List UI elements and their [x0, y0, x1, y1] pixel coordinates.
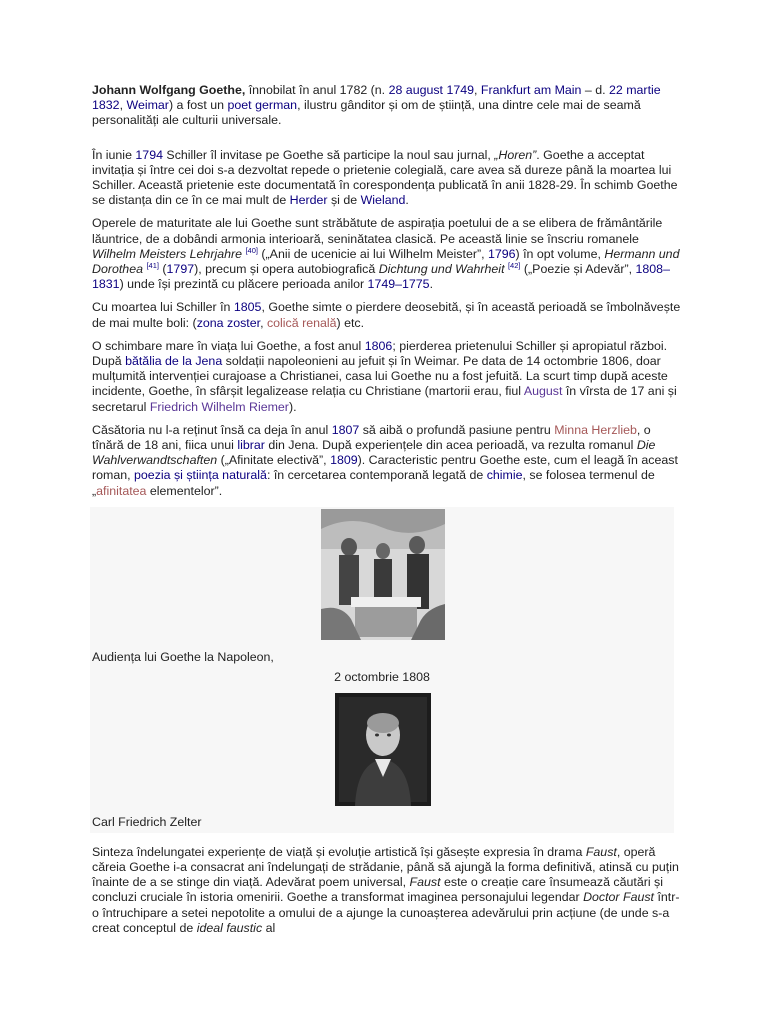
link-1797[interactable]: 1797	[166, 262, 195, 277]
text: – d.	[581, 83, 609, 97]
link-1794[interactable]: 1794	[135, 147, 163, 162]
figure-box	[90, 507, 674, 833]
paragraph-illness	[92, 300, 682, 330]
link-1808-1831[interactable]: 1808–1831	[92, 262, 670, 292]
paragraph-marriage	[92, 423, 682, 499]
work-title: Die Wahlverwandtschaften	[92, 438, 656, 468]
figure-caption-napoleon: Audiența lui Goethe la Napoleon,	[92, 649, 274, 664]
citation-42[interactable]: [42]	[507, 260, 521, 270]
text: .	[405, 193, 409, 208]
link-poet[interactable]: poet	[227, 98, 252, 113]
article-body	[92, 83, 682, 936]
link-herder[interactable]: Herder	[289, 193, 328, 208]
link-death-date[interactable]: 22 martie 1832	[92, 83, 661, 113]
text: , o tînără de 18 ani, fiica unui	[92, 422, 651, 453]
text: și de	[327, 193, 361, 208]
text: într-o întruchipare a setei nepotolite a omului de a ajunge la cunoașterea adevărului prin acțiune (de unde s-a creat conceptul de	[92, 890, 680, 935]
text: este o creație care însumează căutări și concluzi cruciale în istoria omenirii. Goethe a transformat imaginea personajului legendar	[92, 875, 663, 905]
citation-40[interactable]: [40]	[245, 245, 258, 255]
text: ).	[288, 399, 297, 414]
link-jena-battle[interactable]: bătălia de la Jena	[125, 354, 223, 369]
text: : în cercetarea contemporană legată de	[266, 468, 487, 483]
figure-caption-zelter: Carl Friedrich Zelter	[92, 814, 202, 829]
text: Cu moartea lui Schiller în	[92, 300, 234, 315]
work-title: Faust	[585, 844, 617, 859]
paragraph-intro	[92, 83, 682, 129]
work-title: Faust	[409, 875, 441, 890]
text: să aibă o profundă pasiune pentru	[359, 422, 555, 437]
link-1749-1775[interactable]: 1749–1775	[367, 277, 430, 292]
paragraph-schiller	[92, 148, 682, 209]
text: soldații napoleonieni au jefuit și în Weimar. Pe data de 14 octombrie 1806, doar mulțumită intervenției curajoase a Christianei, casa lui Goethe nu a fost jefuită. La scurt timp după aceste incidente, Goethe, în sfârșit legalizease relația cu Christiane (martorii erau, fiul	[92, 354, 668, 399]
text: Operele de maturitate ale lui Goethe sunt străbătute de aspirația poetului de a se elibera de frământările lăuntrice, de a dobândi armonia interioară, seninătatea clasică. Pe această linie se înscriu romanele	[92, 216, 663, 246]
link-wieland[interactable]: Wieland	[360, 193, 406, 208]
link-librar[interactable]: librar	[237, 438, 265, 453]
link-1809[interactable]: 1809	[330, 453, 358, 468]
text: („Poezie și Adevăr”,	[520, 262, 636, 277]
text: ; pierderea prietenului Schiller și apropiatul război. După	[92, 338, 668, 369]
link-chimie[interactable]: chimie	[486, 468, 523, 483]
text: . Goethe a acceptat invitația și între cei doi s-a dezvoltat repede o prietenie colegială, care avea să dureze până la moartea lui Schiller. Această prietenie este documentată în corespondența publicată în anii 1828-29. În schimb Goethe se distanța din ce în ce mai mult de	[92, 147, 678, 208]
text: ,	[260, 315, 267, 330]
link-1806[interactable]: 1806	[364, 338, 393, 353]
work-title: Wilhelm Meisters Lehrjahre	[92, 246, 243, 261]
text: din Jena. După experiențele din acea perioadă, va rezulta romanul	[264, 438, 637, 453]
figure-caption-date: 2 octombrie 1808	[334, 669, 430, 684]
portrait-illustration	[335, 693, 431, 806]
text: („Afinitate electivă”,	[217, 453, 331, 468]
text: ) etc.	[336, 315, 365, 330]
text: (	[158, 262, 167, 277]
text: O schimbare mare în viața lui Goethe, a fost anul	[92, 338, 365, 353]
text: ) unde își prezintă cu plăcere perioada anilor	[119, 277, 368, 292]
link-1796[interactable]: 1796	[487, 246, 516, 261]
text: ,	[119, 98, 127, 113]
journal-title: „Horen”	[494, 147, 537, 162]
napoleon-audience-image[interactable]	[321, 509, 445, 640]
character-name: Doctor Faust	[583, 890, 654, 905]
link-august[interactable]: August	[523, 384, 563, 399]
link-1805[interactable]: 1805	[233, 300, 262, 315]
text: („Anii de ucenicie ai lui Wilhelm Meister”,	[257, 246, 488, 261]
text: , Goethe simte o pierdere deosebită, și în această perioadă se îmbolnăvește de mai multe boli: (	[92, 300, 681, 330]
text: în vîrsta de 17 ani și secretarul	[92, 384, 677, 414]
paragraph-1806	[92, 339, 682, 415]
text: ,	[474, 83, 481, 97]
engraving-illustration	[321, 509, 445, 640]
text: Schiller îl invitase pe Goethe să participe la noul sau jurnal,	[162, 147, 495, 162]
paragraph-maturity	[92, 216, 682, 292]
text: Căsătoria nu l-a reținut însă ca deja în anul	[92, 422, 332, 437]
text: Sinteza îndelungatei experiențe de viață și evoluție artistică își găsește expresia în drama	[92, 844, 586, 859]
text: ) a fost un	[168, 98, 228, 113]
zelter-portrait-image[interactable]	[335, 693, 431, 806]
link-minna-herzlieb[interactable]: Minna Herzlieb	[554, 422, 637, 437]
link-zona-zoster[interactable]: zona zoster	[196, 315, 261, 330]
concept-term: ideal faustic	[196, 920, 263, 935]
work-title: Dichtung und Wahrheit	[378, 262, 505, 277]
link-frankfurt[interactable]: Frankfurt am Main	[480, 83, 582, 97]
text: elementelor”.	[146, 483, 223, 498]
paragraph-faust	[92, 845, 682, 936]
text: ). Caracteristic pentru Goethe este, cum el leagă în aceast roman,	[92, 453, 678, 483]
text: al	[262, 920, 276, 935]
text: ) în opt volume,	[515, 246, 605, 261]
text: .	[429, 277, 434, 292]
figure-gallery	[90, 509, 674, 829]
link-german[interactable]: german	[255, 98, 298, 113]
link-1807[interactable]: 1807	[331, 422, 360, 437]
subject-name: Johann Wolfgang Goethe,	[92, 83, 246, 97]
citation-41[interactable]: [41]	[146, 260, 159, 270]
link-afinitatea[interactable]: afinitatea	[96, 483, 147, 498]
link-colica-renala[interactable]: colică renală	[266, 315, 337, 330]
link-birth-date[interactable]: 28 august 1749	[388, 83, 475, 97]
link-poezia-stiinta[interactable]: poezia și știința naturală	[134, 468, 267, 483]
work-title: Hermann und Dorothea	[92, 246, 680, 277]
text: ), precum și opera autobiografică	[194, 262, 379, 277]
text: În iunie	[92, 147, 136, 162]
text: , operă căreia Goethe i-a consacrat ani îndelungați de strădanie, până să ajungă la forma definitivă, atinsă cu puțin înainte de a se stinge din viață. Adevărat poem universal,	[92, 844, 679, 890]
link-weimar[interactable]: Weimar	[126, 98, 169, 113]
text: înnobilat în anul 1782 (n.	[245, 83, 389, 97]
link-riemer[interactable]: Friedrich Wilhelm Riemer	[149, 399, 289, 414]
text: , ilustru gânditor și om de știință, una dintre cele mai de seamă personalități ale culturii universale.	[92, 98, 641, 128]
text: , se folosea termenul de „	[92, 468, 655, 498]
